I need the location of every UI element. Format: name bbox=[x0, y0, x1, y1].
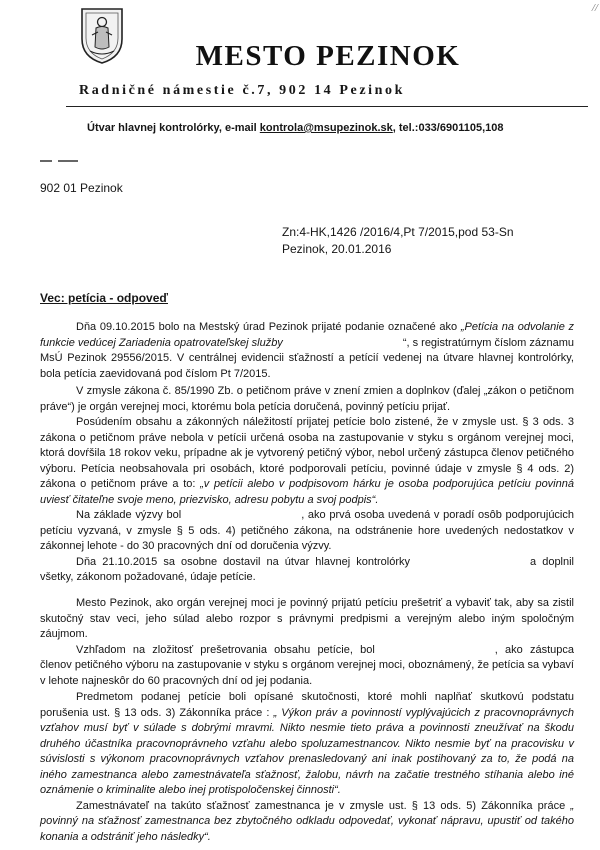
p2-text: V zmysle zákona č. 85/1990 Zb. o petičnom práve v znení zmien a doplnkov (ďalej „zákon o petičnom práve“) je orgán verejnej moci, ktorému bola petícia doručená, povinný petíciu prijať. bbox=[40, 385, 574, 413]
redacted-name bbox=[283, 339, 403, 347]
contact-prefix: Útvar hlavnej kontrolórky, e-mail bbox=[87, 122, 260, 134]
redacted-name bbox=[375, 646, 495, 654]
p6-text: Mesto Pezinok, ako orgán verejnej moci je povinný prijatú petíciu prešetriť a vybaviť tak, aby sa zistil skutočný stav veci, jeho súlad alebo rozpor s právnymi predpismi a verejným alebo iným spoločným záujmom. bbox=[40, 597, 574, 640]
recipient-city: 902 01 Pezinok bbox=[40, 181, 123, 195]
p1-text-cont: “, s registratúrnym číslom záznamu MsÚ Pezinok 29556/2015. V centrálnej evidencii sťažností a petícií vedenej na útvare hlavnej kontrolórky, bola petícia zaevidovaná pod číslom Pt 7/2015. bbox=[40, 336, 574, 380]
p9-text: Zamestnávateľ na takúto sťažnosť zamestnanca je v zmysle ust. § 13 ods. 5) Zákonníka práce bbox=[76, 799, 571, 812]
contact-phone: , tel.:033/6901105,108 bbox=[392, 122, 504, 134]
p4-text-cont: , ako prvá osoba uvedená v poradí osôb podporujúcich petíciu vyzvaná, v zmysle § 5 ods. 4) petičného zákona, na odstránenie hore uvedených nedostatkov v zákonnej lehote - do 30 pracovných dní od doručenia výzvy. bbox=[40, 509, 574, 552]
redacted-name bbox=[410, 558, 530, 566]
corner-mark: // bbox=[591, 2, 598, 14]
coat-of-arms-icon bbox=[78, 5, 126, 65]
p1-text: Dňa 09.10.2015 bolo na Mestský úrad Pezinok prijaté podanie označené ako bbox=[76, 321, 461, 333]
p5-text-cont: a doplnil všetky, zákonom požadované, údaje petície. bbox=[40, 555, 575, 583]
p8-quote: „ Výkon práv a povinností vyplývajúcich z pracovnoprávnych vzťahov musí byť v súlade s dobrými mravmi. Nikto nesmie tieto práva a povinnosti zneužívať na škodu druhého účastníka pracovnoprávneho vzťahu alebo spoluzamestnancov. Nikto nesmie byť na pracovisku v súvislosti s výkonom pracovnoprávnych vzťahov prenasledovaný ani inak postihovaný za to, že podá na iného zamestnanca alebo zamestnávateľa sťažnosť, žalobu, návrh na začatie trestného stíhania alebo iné oznámenie o kriminalite alebo inej protispoločenskej činnosti“. bbox=[40, 706, 574, 796]
redacted-name bbox=[181, 511, 301, 519]
p3-text: Posúdením obsahu a zákonných náležitostí prijatej petície bolo zistené, že v zmysle ust. § 3 ods. 3 zákona o petičnom práve nebola v petícii určená osoba na zastupovanie v styku s orgánom verejnej moci, ktorá dovŕšila 18 rokov veku, prípadne ak je vytvorený petičný výbor, nebol určený zástupca členov petičného výboru. Petícia neobsahovala pri osobách, ktoré podporovali petíciu, povinné údaje v zmysle § 4 ods. 2) zákona o petičnom práve a to: bbox=[40, 416, 574, 490]
p5-text: Dňa 21.10.2015 sa osobne dostavil na útvar hlavnej kontrolórky bbox=[76, 555, 411, 568]
p8-text: Predmetom podanej petície boli opísané skutočnosti, ktoré mohli naplňať skutkovú podstatu porušenia ust. § 13 ods. 3) Zákonníka práce : bbox=[40, 691, 574, 719]
place-and-date: Pezinok, 20.01.2016 bbox=[282, 242, 392, 256]
recipient-name-redacted bbox=[40, 152, 100, 160]
page-title: MESTO PEZINOK bbox=[195, 40, 461, 72]
paragraph-labour-code bbox=[40, 690, 574, 845]
paragraph-intake bbox=[40, 320, 574, 382]
p7-text-cont: , ako zástupca členov petičného výboru na zastupovanie v styku s orgánom verejnej moci, oboznámený, že petícia sa vybaví v lehote najneskôr do 60 pracovných dní od jej podania. bbox=[40, 643, 574, 687]
p9-quote: „ povinný na sťažnosť zamestnanca bez zbytočného odkladu odpovedať, vykonať nápravu, upustiť od takého konania a odstrániť jeho následky“. bbox=[40, 799, 574, 843]
reference-number: Zn:4-HK,1426 /2016/4,Pt 7/2015,pod 53-Sn bbox=[282, 225, 514, 239]
paragraph-law bbox=[40, 384, 574, 586]
paragraph-obligation bbox=[40, 596, 574, 689]
p7-text: Vzhľadom na zložitosť prešetrovania obsahu petície, bol bbox=[76, 643, 375, 656]
letterhead-contact bbox=[87, 122, 504, 134]
letterhead-address: Radničné námestie č.7, 902 14 Pezinok bbox=[79, 83, 406, 98]
contact-email-link[interactable]: kontrola@msupezinok.sk bbox=[259, 122, 393, 134]
p3-quote: „v petícii alebo v podpisovom hárku je osoba podporujúca petíciu povinná uviesť čitateľne svoje meno, priezvisko, adresu pobytu a svoj podpis“. bbox=[40, 478, 574, 506]
p4-text: Na základe výzvy bol bbox=[76, 509, 182, 521]
subject-line: Vec: petícia - odpoveď bbox=[40, 291, 168, 305]
header-divider bbox=[66, 106, 588, 107]
petition-title: „Petícia na odvolanie z funkcie vedúcej Zariadenia opatrovateľskej služby bbox=[40, 321, 574, 349]
